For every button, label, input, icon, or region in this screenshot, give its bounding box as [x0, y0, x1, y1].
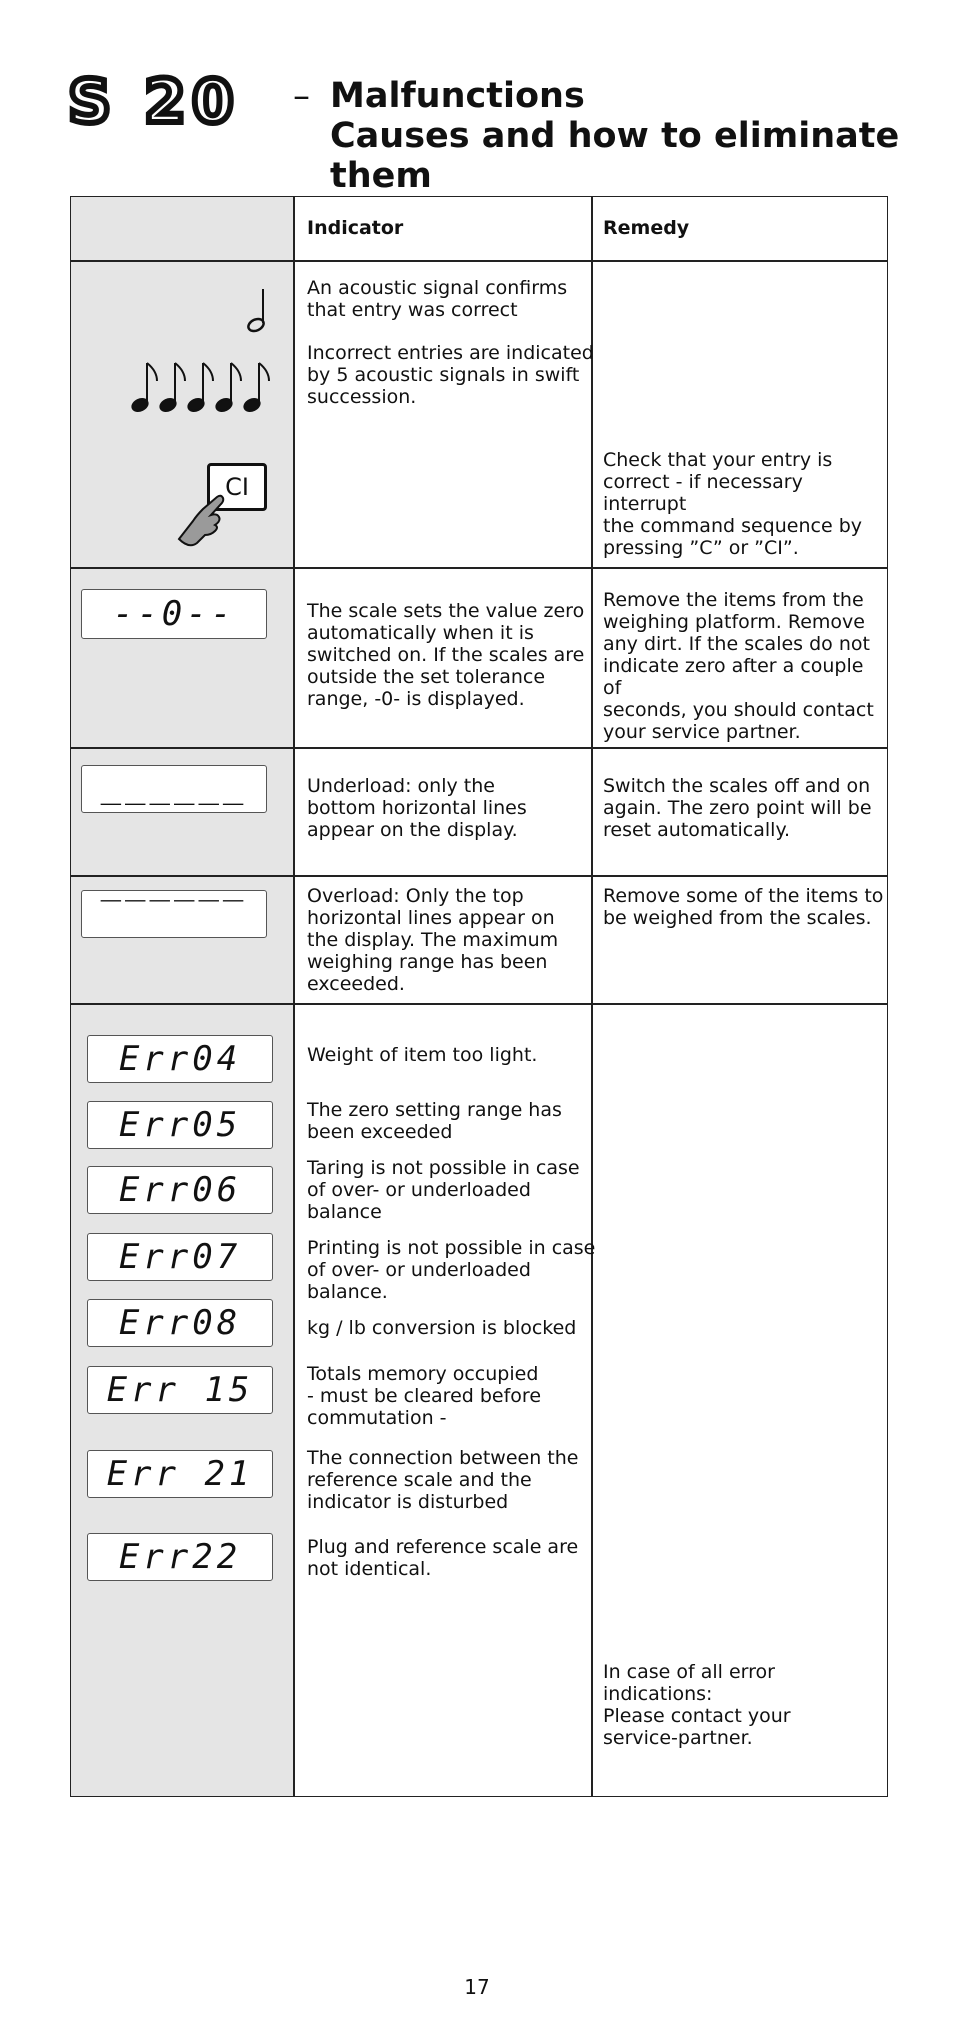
title-line-1: Malfunctions: [330, 76, 585, 116]
row1-remedy: Check that your entry is correct - if necessary interrupt the command sequence by pressing ”C” or ”CI”.: [603, 449, 862, 559]
row1-indicator-incorrect: Incorrect entries are indicated by 5 acoustic signals in swift succession.: [307, 342, 594, 408]
lcd-error-display: [87, 1035, 273, 1083]
lcd-error-display: [87, 1533, 273, 1581]
lcd-error-display: [87, 1166, 273, 1214]
header-indicator: Indicator: [307, 217, 404, 239]
lcd-error-display: [87, 1299, 273, 1347]
page-number: 17: [464, 1975, 490, 1999]
lcd-error-display: [87, 1366, 273, 1414]
lcd-error-display: [87, 1450, 273, 1498]
row-divider: [71, 567, 887, 569]
row-divider: [71, 747, 887, 749]
lcd-underload-text: ______: [100, 766, 248, 806]
column-divider: [591, 197, 593, 1796]
eighth-notes-icon: [129, 359, 279, 419]
error-description: Plug and reference scale are not identical.: [307, 1536, 579, 1580]
row-divider: [71, 875, 887, 877]
lcd-underload-display: [81, 765, 267, 813]
errors-remedy: In case of all error indications: Please contact your service-partner.: [603, 1661, 791, 1749]
row4-remedy: Remove some of the items to be weighed from the scales.: [603, 885, 884, 929]
logo-text: S 20: [68, 72, 240, 132]
malfunction-table: [70, 196, 888, 1797]
error-description: Weight of item too light.: [307, 1044, 538, 1066]
header-remedy: Remedy: [603, 217, 690, 239]
error-description: Printing is not possible in case of over- or underloaded balance.: [307, 1237, 596, 1303]
error-description: The connection between the reference scale and the indicator is disturbed: [307, 1447, 579, 1513]
lcd-error-display: [87, 1233, 273, 1281]
error-code: Err08: [118, 1303, 242, 1343]
error-description: The zero setting range has been exceeded: [307, 1099, 562, 1143]
pointing-finger-icon: [171, 487, 231, 549]
lcd-zero-text: --0--: [112, 594, 236, 634]
error-description: Taring is not possible in case of over- or underloaded balance: [307, 1157, 580, 1223]
error-code: Err 15: [106, 1370, 254, 1410]
error-code: Err04: [118, 1039, 242, 1079]
error-description: kg / lb conversion is blocked: [307, 1317, 577, 1339]
row-divider: [71, 260, 887, 262]
s20-logo: [68, 72, 284, 132]
row3-remedy: Switch the scales off and on again. The zero point will be reset automatically.: [603, 775, 872, 841]
lcd-error-display: [87, 1101, 273, 1149]
half-note-icon: [241, 285, 271, 335]
row2-remedy: Remove the items from the weighing platform. Remove any dirt. If the scales do not indicate zero after a couple of seconds, you should contact your service partner.: [603, 589, 874, 743]
column-divider: [293, 197, 295, 1796]
error-code: Err 21: [106, 1454, 254, 1494]
error-code: Err22: [118, 1537, 242, 1577]
row1-indicator-confirm: An acoustic signal confirms that entry was correct: [307, 277, 568, 321]
error-code: Err06: [118, 1170, 242, 1210]
ci-key-label: CI: [225, 473, 249, 501]
lcd-overload-display: [81, 890, 267, 938]
error-code: Err05: [118, 1105, 242, 1145]
row3-indicator: Underload: only the bottom horizontal lines appear on the display.: [307, 775, 527, 841]
error-code: Err07: [118, 1237, 242, 1277]
row2-indicator: The scale sets the value zero automatically when it is switched on. If the scales are outside the set tolerance range, -0- is displayed.: [307, 600, 585, 710]
error-description: Totals memory occupied - must be cleared before commutation -: [307, 1363, 542, 1429]
header-image-cell: [71, 197, 293, 260]
row-divider: [71, 1003, 887, 1005]
lcd-zero-display: [81, 589, 267, 639]
page-title: [330, 76, 954, 196]
title-dash: –: [293, 76, 310, 116]
title-line-2: Causes and how to eliminate them: [330, 116, 900, 196]
row4-indicator: Overload: Only the top horizontal lines appear on the display. The maximum weighing range has been exceeded.: [307, 885, 559, 995]
lcd-overload-text: ‾‾‾‾‾‾: [100, 895, 248, 935]
